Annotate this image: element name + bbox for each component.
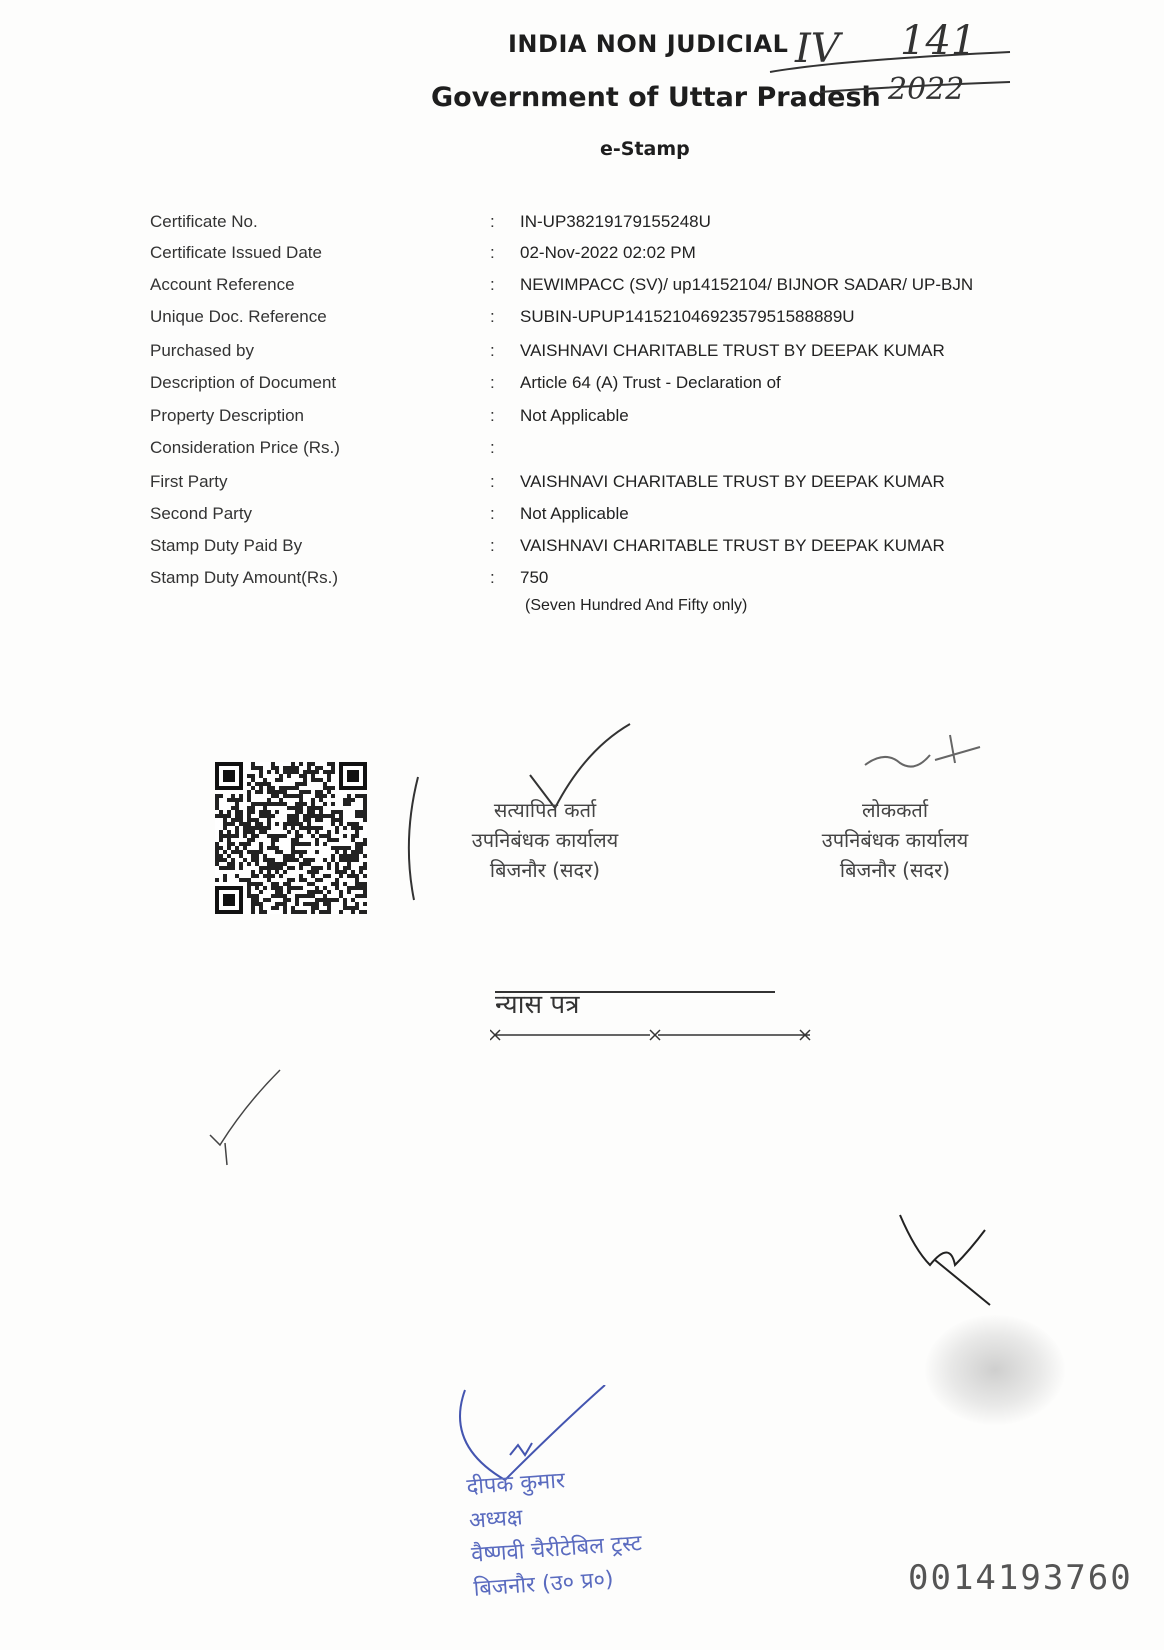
field-label: Stamp Duty Paid By — [150, 536, 303, 555]
stamp-verifier-line3: बिजनौर (सदर) — [489, 858, 601, 882]
field-separator: : — [490, 472, 495, 491]
underline-arrows — [490, 990, 820, 1060]
stamp-verifier-line1: सत्यापित कर्ता — [493, 798, 597, 822]
handwritten-nyas-patra: न्यास पत्र — [495, 990, 580, 1020]
field-label: Certificate Issued Date — [150, 243, 322, 262]
field-label: First Party — [150, 472, 228, 491]
field-label: Consideration Price (Rs.) — [150, 438, 340, 457]
header-estamp: e-Stamp — [600, 138, 690, 160]
field-separator: : — [490, 307, 495, 326]
field-value: VAISHNAVI CHARITABLE TRUST BY DEEPAK KUMAR — [520, 341, 945, 360]
bracket-mark — [400, 775, 430, 905]
field-separator: : — [490, 275, 495, 294]
qr-code-icon — [215, 762, 367, 914]
initials-signature — [860, 725, 1000, 785]
field-separator: : — [490, 212, 495, 231]
field-value: VAISHNAVI CHARITABLE TRUST BY DEEPAK KUMAR — [520, 472, 945, 491]
field-separator: : — [490, 341, 495, 360]
field-value: 02-Nov-2022 02:02 PM — [520, 243, 696, 262]
header-india-non-judicial: INDIA NON JUDICIAL — [508, 30, 789, 58]
sign-trust-name: वैष्णवी चैरीटेबिल ट्रस्ट — [470, 1531, 643, 1568]
field-separator: : — [490, 504, 495, 523]
handwritten-year: 2022 — [888, 72, 965, 107]
sign-place: बिजनौर (उ० प्र०) — [472, 1567, 615, 1602]
field-separator: : — [490, 243, 495, 262]
trust-signature-block — [465, 1459, 645, 1607]
stamp-official-line2: उपनिबंधक कार्यालय — [821, 828, 969, 852]
handwritten-strokes — [760, 20, 1020, 110]
field-separator: : — [490, 373, 495, 392]
field-label: Stamp Duty Amount(Rs.) — [150, 568, 339, 587]
sign-name: दीपक कुमार — [465, 1468, 566, 1501]
field-separator: : — [490, 568, 495, 587]
field-value: VAISHNAVI CHARITABLE TRUST BY DEEPAK KUMAR — [520, 536, 945, 555]
field-separator: : — [490, 438, 495, 457]
field-label: Description of Document — [150, 373, 337, 392]
field-label: Property Description — [150, 406, 305, 425]
amount-in-words: (Seven Hundred And Fifty only) — [525, 597, 748, 614]
field-label: Purchased by — [150, 341, 254, 360]
field-label: Account Reference — [150, 275, 295, 294]
field-separator: : — [490, 406, 495, 425]
field-value: Article 64 (A) Trust - Declaration of — [520, 373, 781, 392]
stamp-verifier-line2: उपनिबंधक कार्यालय — [471, 828, 619, 852]
handwritten-number: 141 — [900, 18, 977, 64]
check-mark-icon — [205, 1065, 285, 1175]
field-label: Unique Doc. Reference — [150, 307, 327, 326]
stamp-official-line3: बिजनौर (सदर) — [839, 858, 951, 882]
sign-designation: अध्यक्ष — [468, 1505, 524, 1534]
field-value: 750 — [520, 568, 549, 587]
field-value: SUBIN-UPUP14152104692357951588889U — [520, 307, 855, 326]
stamp-official — [780, 795, 1010, 885]
field-value: Not Applicable — [520, 504, 629, 523]
field-value: NEWIMPACC (SV)/ up14152104/ BIJNOR SADAR/ UP-BJN — [520, 275, 974, 294]
serial-number: 0014193760 — [908, 1558, 1133, 1598]
signature-scribble — [890, 1210, 1000, 1310]
header-government: Government of Uttar Pradesh — [431, 82, 881, 113]
field-value: IN-UP38219179155248U — [520, 212, 711, 231]
stamp-official-line1: लोककर्ता — [861, 798, 929, 822]
stamp-verifier — [440, 795, 650, 885]
field-value: Not Applicable — [520, 406, 629, 425]
thumbprint — [925, 1315, 1065, 1425]
field-label: Second Party — [150, 504, 253, 523]
field-separator: : — [490, 536, 495, 555]
handwritten-roman-numeral: IV — [795, 26, 840, 72]
field-label: Certificate No. — [150, 212, 258, 231]
